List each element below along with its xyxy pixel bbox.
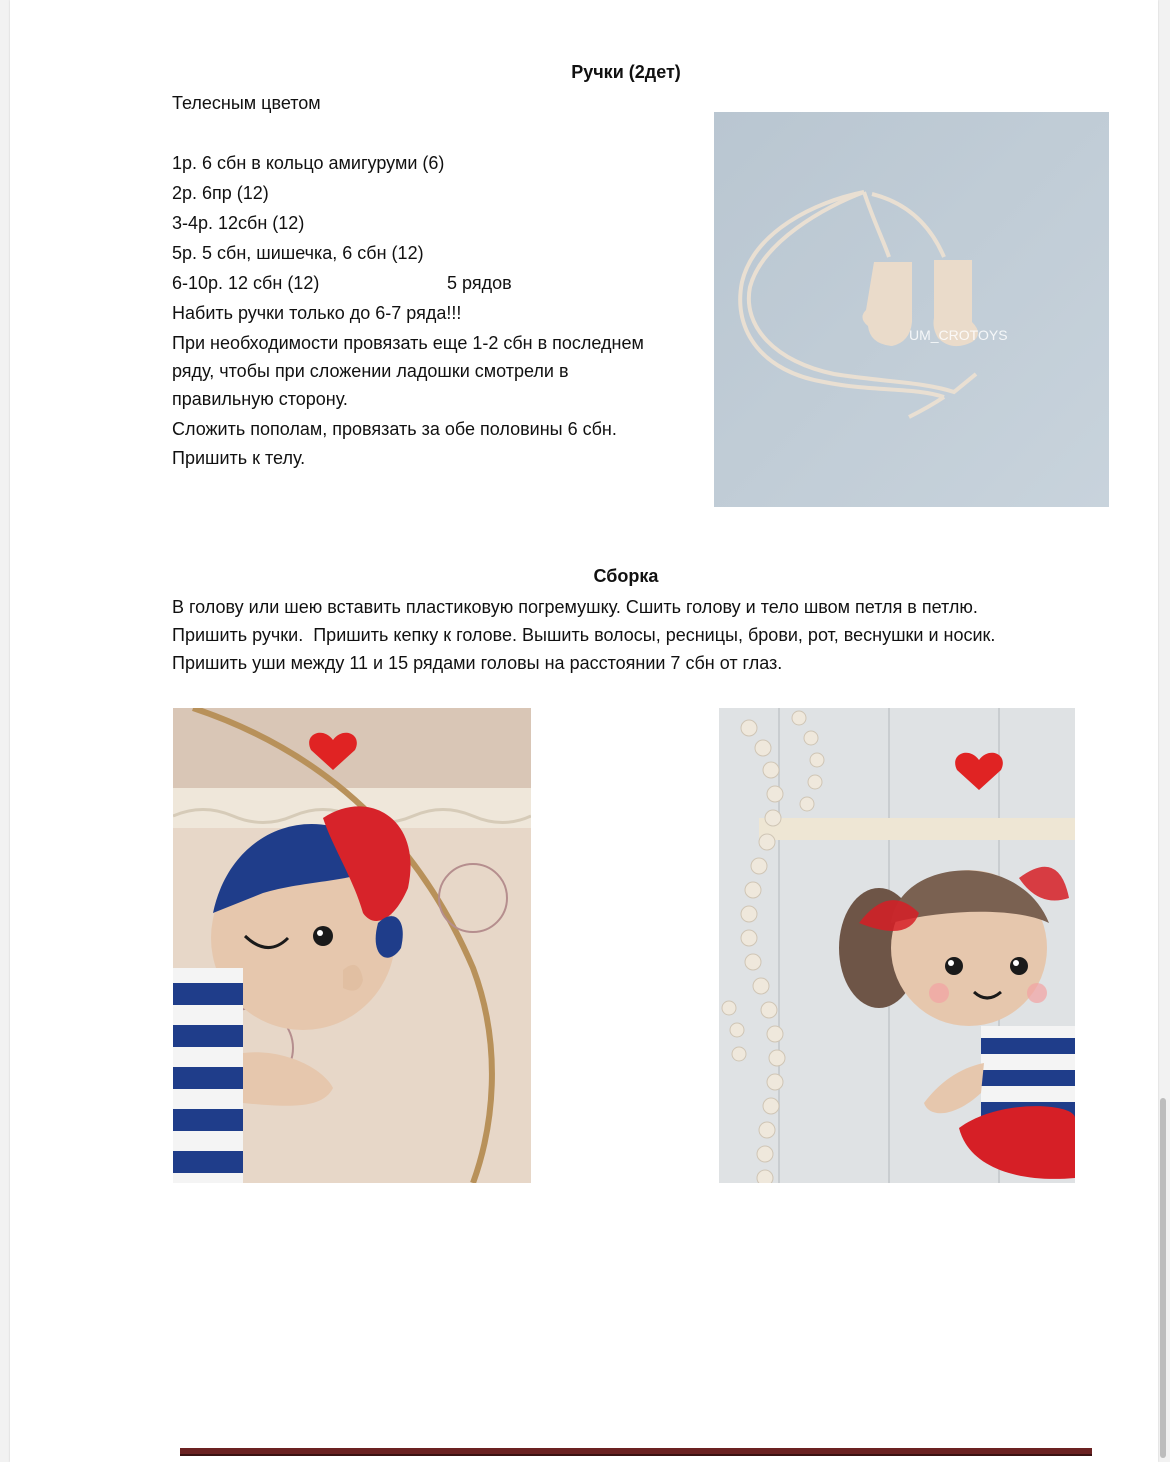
note-line: ряду, чтобы при сложении ладошки смотрели в [172, 361, 569, 381]
hands-section-title: Ручки (2дет) [571, 62, 681, 82]
assembly-line: Пришить уши между 11 и 15 рядами головы на расстоянии 7 сбн от глаз. [172, 653, 783, 673]
row-item: 1р. 6 сбн в кольцо амигуруми (6) [172, 153, 445, 173]
row-item: 2р. 6пр (12) [172, 183, 269, 203]
boy-doll-photo [173, 708, 531, 1183]
note-line: При необходимости провязать еще 1-2 сбн в последнем [172, 333, 644, 353]
row-item: 3-4р. 12сбн (12) [172, 213, 305, 233]
assembly-section-title: Сборка [593, 566, 659, 586]
footer-divider [180, 1448, 1092, 1456]
color-note: Телесным цветом [172, 93, 321, 113]
note-line: Пришить к телу. [172, 448, 306, 468]
vertical-scrollbar[interactable] [1160, 1098, 1166, 1458]
cut-off-previous-line [216, 0, 776, 4]
watermark-text: UM_CROTOYS [909, 327, 1008, 343]
note-line: правильную сторону. [172, 389, 348, 409]
row-item: 5р. 5 сбн, шишечка, 6 сбн (12) [172, 243, 424, 263]
document-page [10, 0, 1158, 1462]
note-line: Набить ручки только до 6-7 ряда!!! [172, 303, 462, 323]
row-item: 6-10р. 12 сбн (12) [172, 273, 320, 293]
note-line: Сложить пополам, провязать за обе половины 6 сбн. [172, 419, 617, 439]
rows-count-note: 5 рядов [447, 273, 512, 293]
hands-photo [714, 112, 1109, 507]
assembly-line: В голову или шею вставить пластиковую погремушку. Сшить голову и тело швом петля в петлю. [172, 597, 978, 617]
assembly-line: Пришить ручки. Пришить кепку к голове. Вышить волосы, ресницы, брови, рот, веснушки и носик. [172, 625, 996, 645]
girl-doll-photo [719, 708, 1075, 1183]
